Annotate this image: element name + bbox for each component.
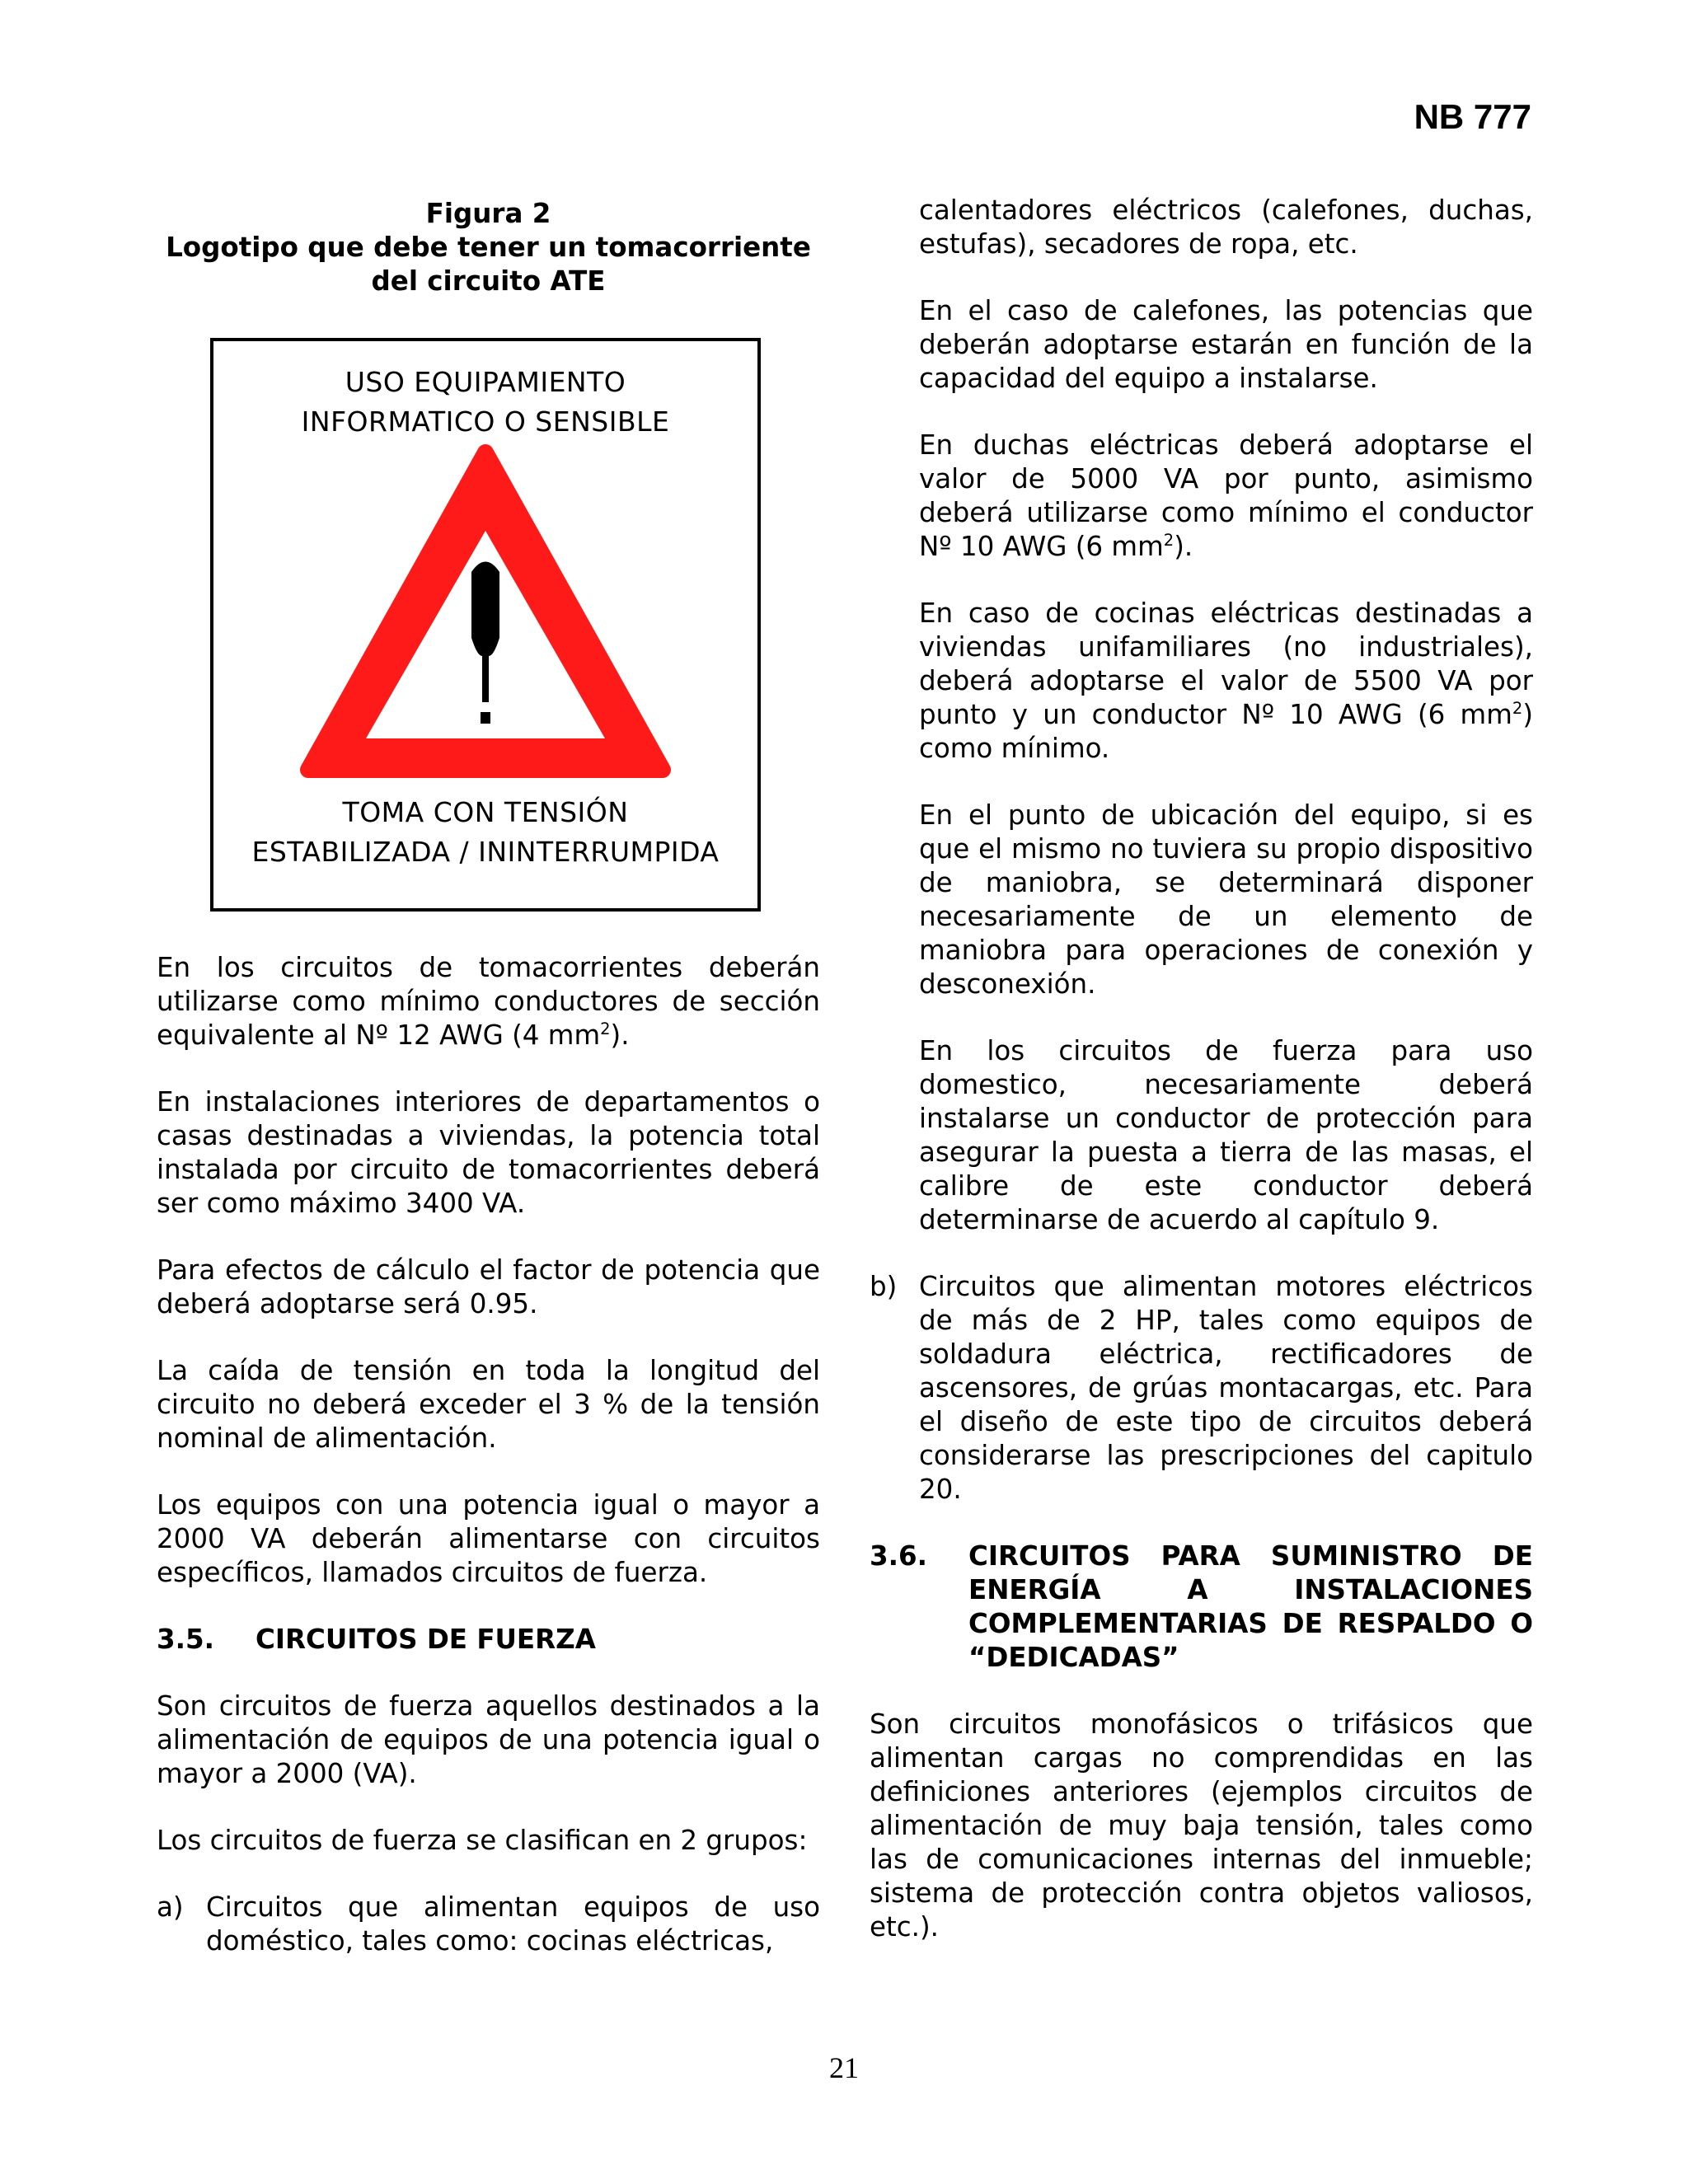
- logo-bottom-line: TOMA CON TENSIÓN: [342, 796, 629, 828]
- list-item-text: Circuitos que alimentan motores eléctricos de más de 2 HP, tales como equipos de soldadura eléctrica, rectificadores de ascensores, de grúas montacargas, etc. Para el diseño de este tipo de circuitos deberá considerarse las prescripciones del capitulo 20.: [919, 1271, 1533, 1505]
- paragraph: La caída de tensión en toda la longitud del circuito no deberá exceder el 3 % de la tensión nominal de alimentación.: [157, 1355, 820, 1454]
- left-column: [157, 194, 820, 1991]
- list-item: [870, 1270, 1533, 1507]
- paragraph: Son circuitos monofásicos o trifásicos que alimentan cargas no comprendidas en las definiciones anteriores (ejemplos circuitos de alimentación de muy baja tensión, tales como las de comunicaciones internas del inmueble; sistema de protección contra objetos valiosos, etc.).: [870, 1708, 1533, 1943]
- list-item-text: Circuitos que alimentan equipos de uso doméstico, tales como: cocinas eléctricas,: [206, 1891, 820, 1957]
- logo-bottom-text: [213, 793, 757, 872]
- paragraph: En los circuitos de tomacorrientes deberán utilizarse como mínimo conductores de sección equivalente al Nº 12 AWG (4 $mm^2$).: [157, 952, 820, 1051]
- list-marker: b): [870, 1271, 898, 1302]
- paragraph: Para efectos de cálculo el factor de potencia que deberá adoptarse será 0.95.: [157, 1254, 820, 1319]
- section-title: CIRCUITOS DE FUERZA: [256, 1624, 596, 1655]
- figure-caption-line: del circuito ATE: [371, 265, 606, 297]
- figure-caption: [157, 197, 820, 298]
- section-heading: [157, 1623, 820, 1657]
- paragraph: Los equipos con una potencia igual o mayor a 2000 VA deberán alimentarse con circuitos específicos, llamados circuitos de fuerza.: [157, 1489, 820, 1588]
- list-marker: a): [157, 1891, 184, 1923]
- section-number: 3.5.: [157, 1624, 214, 1655]
- paragraph: En el punto de ubicación del equipo, si es que el mismo no tuviera su propio dispositivo de maniobra, se determinará disponer necesariamente de un elemento de maniobra para operaciones de conexión y desconexión.: [919, 799, 1533, 1000]
- warning-triangle-icon: [296, 440, 675, 786]
- paragraph: En caso de cocinas eléctricas destinadas a viviendas unifamiliares (no industriales), deberá adoptarse el valor de 5500 VA por punto y un conductor Nº 10 AWG (6 $mm^2$) como mínimo.: [919, 598, 1533, 764]
- paragraph: calentadores eléctricos (calefones, duchas, estufas), secadores de ropa, etc.: [919, 194, 1533, 260]
- paragraph: En los circuitos de fuerza para uso domestico, necesariamente deberá instalarse un conductor de protección para asegurar la puesta a tierra de las masas, el calibre de este conductor deberá determinarse de acuerdo al capítulo 9.: [919, 1035, 1533, 1235]
- section-title: CIRCUITOS PARA SUMINISTRO DE ENERGÍA A INSTALACIONES COMPLEMENTARIAS DE RESPALDO O “DEDICADAS”: [968, 1540, 1533, 1673]
- paragraph: En duchas eléctricas deberá adoptarse el valor de 5000 VA por punto, asimismo deberá utilizarse como mínimo el conductor Nº 10 AWG (6 $mm^2$).: [919, 429, 1533, 562]
- paragraph: Son circuitos de fuerza aquellos destinados a la alimentación de equipos de una potencia igual o mayor a 2000 (VA).: [157, 1690, 820, 1789]
- page-number: 21: [829, 2051, 859, 2084]
- logo-bottom-line: ESTABILIZADA / ININTERRUMPIDA: [251, 836, 720, 868]
- ate-outlet-logo: [210, 338, 761, 912]
- section-number: 3.6.: [870, 1540, 927, 1572]
- logo-top-line: USO EQUIPAMIENTO: [345, 366, 626, 398]
- right-column: [870, 194, 1533, 1977]
- paragraph: Los circuitos de fuerza se clasifican en 2 grupos:: [157, 1825, 808, 1856]
- figure-label: Figura 2: [425, 198, 551, 229]
- paragraph: En instalaciones interiores de departamentos o casas destinadas a viviendas, la potencia total instalada por circuito de tomacorrientes deberá ser como máximo 3400 VA.: [157, 1086, 820, 1219]
- logo-top-text: [213, 363, 757, 442]
- section-heading: [870, 1540, 1533, 1675]
- document-id: NB 777: [1414, 97, 1531, 136]
- figure-caption-line: Logotipo que debe tener un tomacorriente: [166, 232, 811, 263]
- logo-top-line: INFORMATICO O SENSIBLE: [301, 405, 670, 438]
- paragraph: En el caso de calefones, las potencias que deberán adoptarse estarán en función de la capacidad del equipo a instalarse.: [919, 295, 1533, 394]
- list-item: [157, 1891, 820, 1958]
